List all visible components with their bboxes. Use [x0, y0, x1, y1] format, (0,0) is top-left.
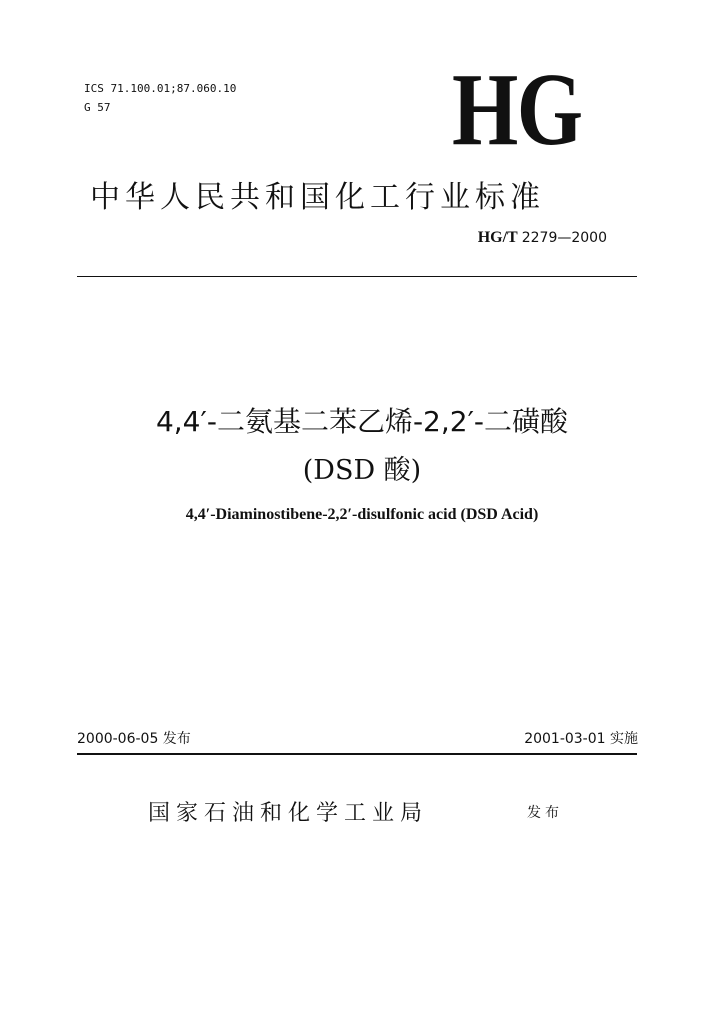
issuer-name: 国家石油和化学工业局 — [148, 801, 429, 826]
document-title-cn-sub: (DSD 酸) — [302, 455, 422, 486]
hg-logo: HG — [452, 52, 582, 167]
ics-code: ICS 71.100.01;87.060.10 — [84, 82, 237, 95]
standard-number — [478, 229, 607, 247]
standard-number-prefix: HG/T — [477, 229, 518, 246]
standard-title: 中华人民共和国化工行业标准 — [90, 180, 545, 215]
standard-number-value: 2279—2000 — [521, 230, 607, 246]
publish-date: 2000-06-05 发布 — [77, 731, 191, 747]
issuer-label: 发布 — [527, 805, 563, 821]
implement-date: 2001-03-01 实施 — [524, 731, 638, 747]
document-title-cn: 4,4′-二氨基二苯乙烯-2,2′-二磺酸 — [155, 405, 569, 438]
document-title-en: 4,4′-Diaminostibene-2,2′-disulfonic acid (DSD Acid) — [185, 506, 539, 523]
bottom-divider — [77, 753, 637, 755]
classification-code: G 57 — [84, 101, 111, 114]
top-divider — [77, 276, 637, 277]
